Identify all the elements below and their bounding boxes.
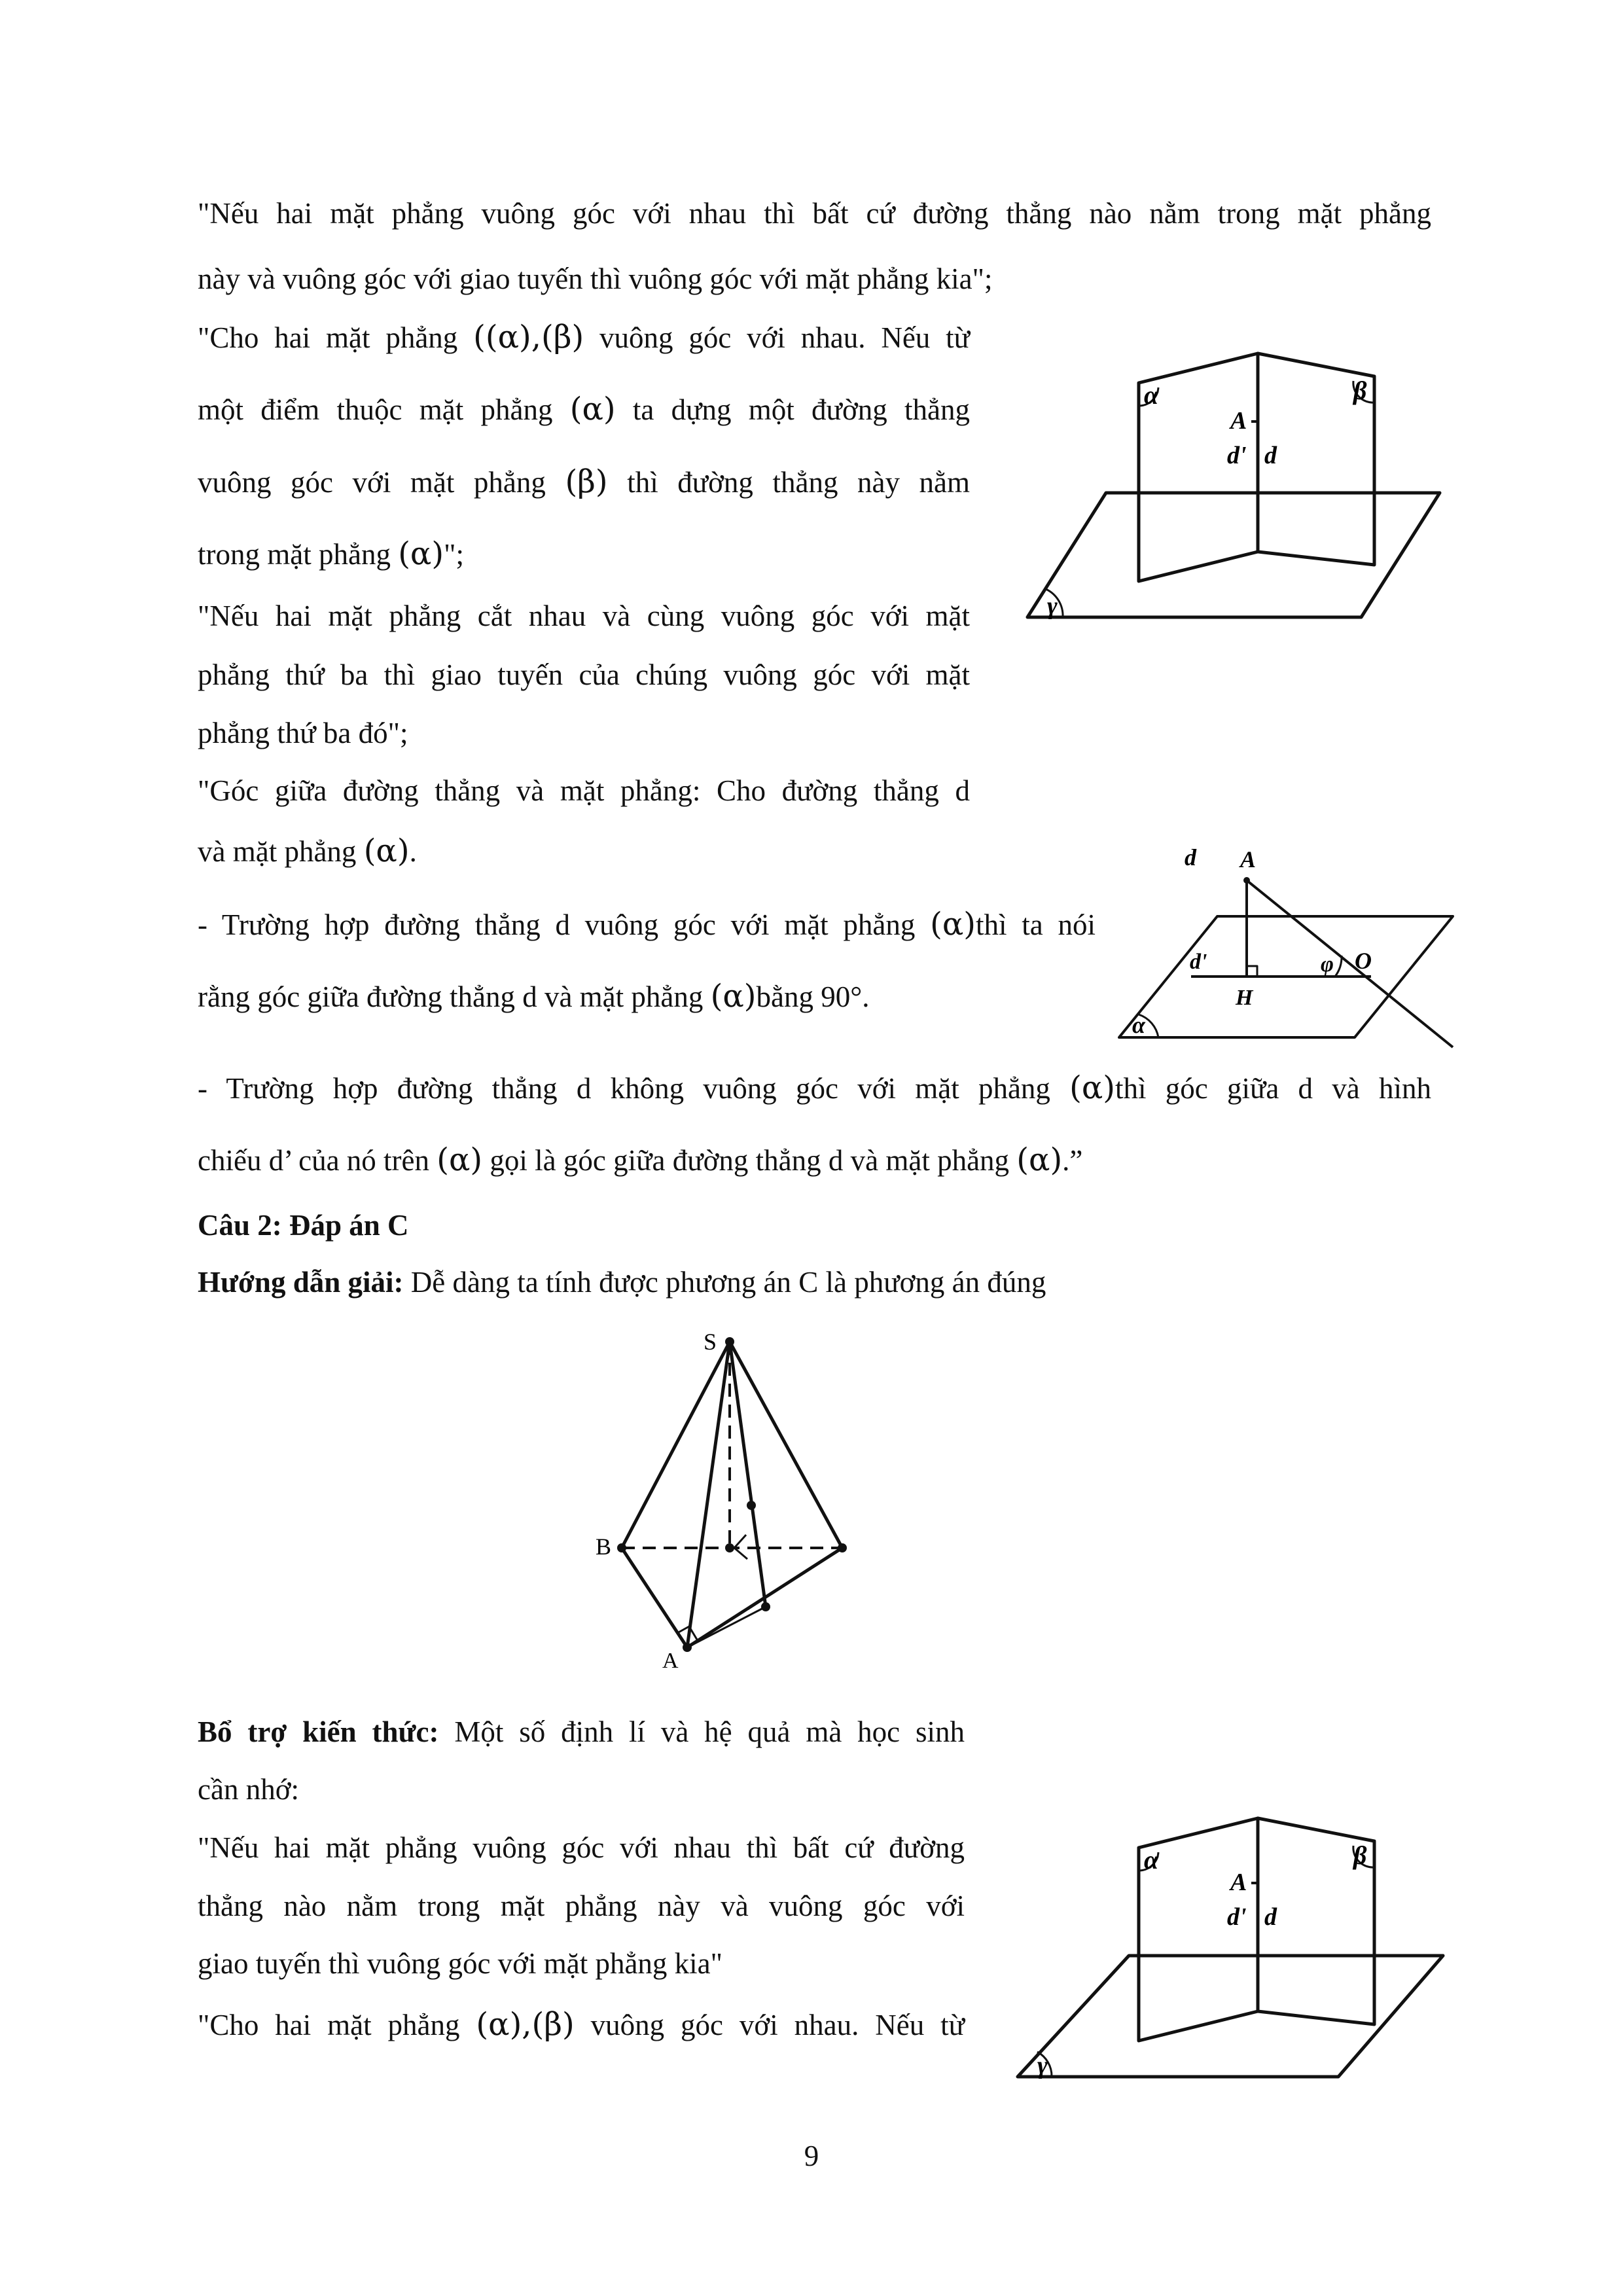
label-A-1: A <box>1230 407 1247 435</box>
point-M <box>761 1602 770 1611</box>
label-phi: φ <box>1321 952 1334 977</box>
edge-S-foot <box>730 1342 766 1607</box>
vertex-A <box>683 1643 692 1652</box>
paragraph2-line2: một điểm thuộc mặt phẳng (α) ta dựng một đường thẳng <box>198 391 970 427</box>
edge-SA <box>687 1342 730 1647</box>
angle-arc-phi <box>1335 956 1342 977</box>
label-d-prime-3: d' <box>1227 1903 1247 1931</box>
support-line5: giao tuyến thì vuông góc với mặt phẳng kia" <box>198 1947 723 1980</box>
answer-guide: Hướng dẫn giải: Dễ dàng ta tính được phương án C là phương án đúng <box>198 1266 1046 1299</box>
paragraph2-line1: "Cho hai mặt phẳng ((α),(β) vuông góc với nhau. Nếu từ <box>198 319 971 355</box>
label-gamma-1: γ <box>1047 592 1058 620</box>
label-d-1: d <box>1264 442 1277 469</box>
paragraph3-line1: "Nếu hai mặt phẳng cắt nhau và cùng vuông góc với mặt <box>198 600 970 632</box>
label-beta-1: β <box>1353 376 1367 405</box>
label-H: H <box>1236 986 1253 1010</box>
label-d-2: d <box>1185 844 1196 870</box>
line-d <box>1247 880 1453 1047</box>
paragraph5-line1: - Trường hợp đường thẳng d vuông góc với mặt phẳng (α)thì ta nói <box>198 906 1096 942</box>
label-O: O <box>1355 948 1372 974</box>
answer-title: Câu 2: Đáp án C <box>198 1209 409 1242</box>
paragraph6-line2: chiếu d’ của nó trên (α) gọi là góc giữa đường thẳng d và mặt phẳng (α).” <box>198 1141 1083 1178</box>
paragraph3-line3: phẳng thứ ba đó"; <box>198 717 408 749</box>
label-A-2: A <box>1240 846 1257 872</box>
label-A-4: A <box>1230 1869 1247 1896</box>
paragraph1-line2: này và vuông góc với giao tuyến thì vuông góc với mặt phẳng kia"; <box>198 262 993 295</box>
right-angle-mark <box>1247 966 1257 977</box>
paragraph2-line3: vuông góc với mặt phẳng (β) thì đường thẳng này nằm <box>198 463 970 500</box>
paragraph5-line2: rằng góc giữa đường thẳng d và mặt phẳng (α)bằng 90°. <box>198 978 870 1014</box>
support-line1: Bổ trợ kiến thức: Một số định lí và hệ quả mà học sinh <box>198 1715 965 1748</box>
label-alpha-3: α <box>1144 1845 1159 1874</box>
label-S: S <box>704 1329 717 1355</box>
paragraph2-line4: trong mặt phẳng (α)"; <box>198 535 464 572</box>
paragraph3-line2: phẳng thứ ba thì giao tuyến của chúng vuông góc với mặt <box>198 658 970 691</box>
edge-SC <box>730 1342 842 1548</box>
edge-SB <box>622 1342 730 1548</box>
plane-gamma-2 <box>1018 1956 1443 2077</box>
label-A-3: A <box>662 1649 679 1673</box>
point-O <box>725 1543 734 1552</box>
vertex-B <box>617 1543 626 1552</box>
label-B: B <box>596 1534 612 1560</box>
point-K <box>747 1501 756 1510</box>
paragraph6-line1: - Trường hợp đường thẳng d không vuông góc với mặt phẳng (α)thì góc giữa d và hình <box>198 1069 1431 1106</box>
pyramid-figure <box>582 1329 870 1673</box>
label-gamma-2: γ <box>1037 2052 1048 2079</box>
label-d-3: d <box>1264 1903 1277 1931</box>
paragraph4-line1: "Góc giữa đường thẳng và mặt phẳng: Cho đường thẳng d <box>198 774 970 807</box>
perpendicular-planes-figure-1 <box>1021 340 1453 628</box>
point-A-dot <box>1243 877 1250 884</box>
support-line3: "Nếu hai mặt phẳng vuông góc với nhau thì bất cứ đường <box>198 1831 965 1864</box>
vertex-C <box>838 1543 847 1552</box>
vertex-S <box>725 1337 734 1346</box>
line-plane-angle-figure <box>1113 838 1453 1054</box>
support-line6: "Cho hai mặt phẳng (α),(β) vuông góc với nhau. Nếu từ <box>198 2006 965 2043</box>
paragraph1-line1: "Nếu hai mặt phẳng vuông góc với nhau thì bất cứ đường thẳng nào nằm trong mặt phẳng <box>198 197 1431 230</box>
perpendicular-planes-figure-2 <box>1011 1803 1443 2091</box>
label-d-prime-1: d' <box>1227 442 1247 469</box>
page-number: 9 <box>804 2140 819 2172</box>
label-alpha-1: α <box>1144 380 1159 410</box>
support-line2: cần nhớ: <box>198 1773 299 1806</box>
label-d-prime-2: d' <box>1190 950 1207 974</box>
support-line4: thẳng nào nằm trong mặt phẳng này và vuông góc với <box>198 1890 965 1922</box>
arrow-mark <box>734 1535 747 1559</box>
label-beta-2: β <box>1353 1840 1367 1870</box>
paragraph4-line2: và mặt phẳng (α). <box>198 833 417 869</box>
plane-gamma-1 <box>1027 493 1440 617</box>
edge-AM <box>687 1607 766 1647</box>
label-alpha-2: α <box>1132 1012 1145 1038</box>
